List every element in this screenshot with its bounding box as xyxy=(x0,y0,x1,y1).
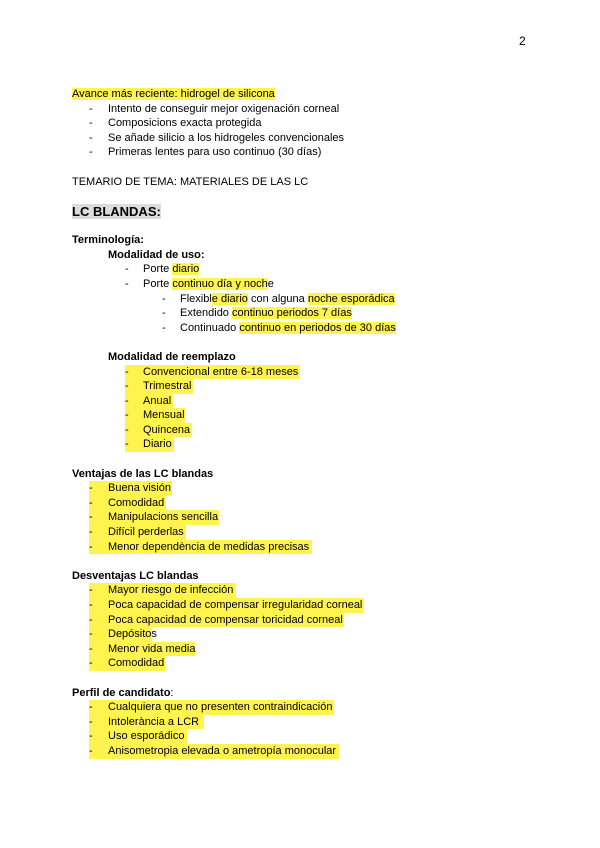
intro-heading: Avance más reciente: hidrogel de silicona xyxy=(72,88,275,100)
list-item: - Menor vida media xyxy=(89,642,196,655)
list-item: - Poca capacidad de compensar toricidad corneal xyxy=(89,613,343,626)
list-item: - Depósitos xyxy=(89,628,157,641)
list-item: - Anisometropia elevada o ametropía monocular xyxy=(72,744,572,759)
list-item: - Primeras lentes para uso continuo (30 días) xyxy=(89,146,322,159)
modalidad-uso-heading: Modalidad de uso: xyxy=(108,248,205,261)
list-item: - Uso esporádico xyxy=(72,729,572,744)
list-item: - Se añade silicio a los hidrogeles convencionales xyxy=(89,131,345,144)
list-item: - Menor dependència de medidas precisas xyxy=(72,540,572,555)
list-item: - Comodidad xyxy=(89,496,165,509)
ventajas-heading: Ventajas de las LC blandas xyxy=(72,467,214,480)
list-item: - Buena visión xyxy=(89,482,171,495)
list-item: - Cualquiera que no presenten contraindicación xyxy=(89,701,333,714)
modalidad-reemplazo-heading: Modalidad de reemplazo xyxy=(108,350,236,363)
list-item: - Mayor riesgo de infección xyxy=(72,583,572,598)
list-item: - Porte continuo día y noche xyxy=(125,277,274,290)
list-item: - Extendido continuo periodos 7 días xyxy=(162,307,352,320)
desventajas-heading: Desventajas LC blandas xyxy=(72,569,199,582)
list-item: - Difícil perderlas xyxy=(72,525,572,540)
list-item: - Continuado continuo en periodos de 30 días xyxy=(162,321,396,334)
list-item: - Mensual xyxy=(125,409,185,422)
page-number: 2 xyxy=(519,34,526,48)
terminologia-heading: Terminología: xyxy=(72,234,144,247)
list-item: - Intento de conseguir mejor oxigenación corneal xyxy=(89,102,340,115)
list-item: - Trimestral xyxy=(125,380,192,393)
list-item: - Composicions exacta protegida xyxy=(89,117,262,130)
list-item: - Porte diario xyxy=(125,263,200,276)
document-body xyxy=(72,87,572,759)
list-item: - Anual xyxy=(125,394,172,407)
perfil-heading: Perfil de candidato: xyxy=(72,686,174,699)
list-item: - Manipulacions sencilla xyxy=(89,511,219,524)
list-item: - Convencional entre 6-18 meses xyxy=(125,365,299,378)
temario-line: TEMARIO DE TEMA: MATERIALES DE LAS LC xyxy=(72,175,309,188)
list-item: - Intolerància a LCR xyxy=(72,715,572,730)
list-item: - Flexible diario con alguna noche esporádica xyxy=(162,292,395,305)
list-item: - Diario xyxy=(72,437,572,452)
list-item: - Comodidad xyxy=(89,657,165,670)
list-item: - Poca capacidad de compensar irregularidad corneal xyxy=(89,599,363,611)
list-item: - Quincena xyxy=(125,423,191,436)
section-title: LC BLANDAS: xyxy=(72,204,161,220)
